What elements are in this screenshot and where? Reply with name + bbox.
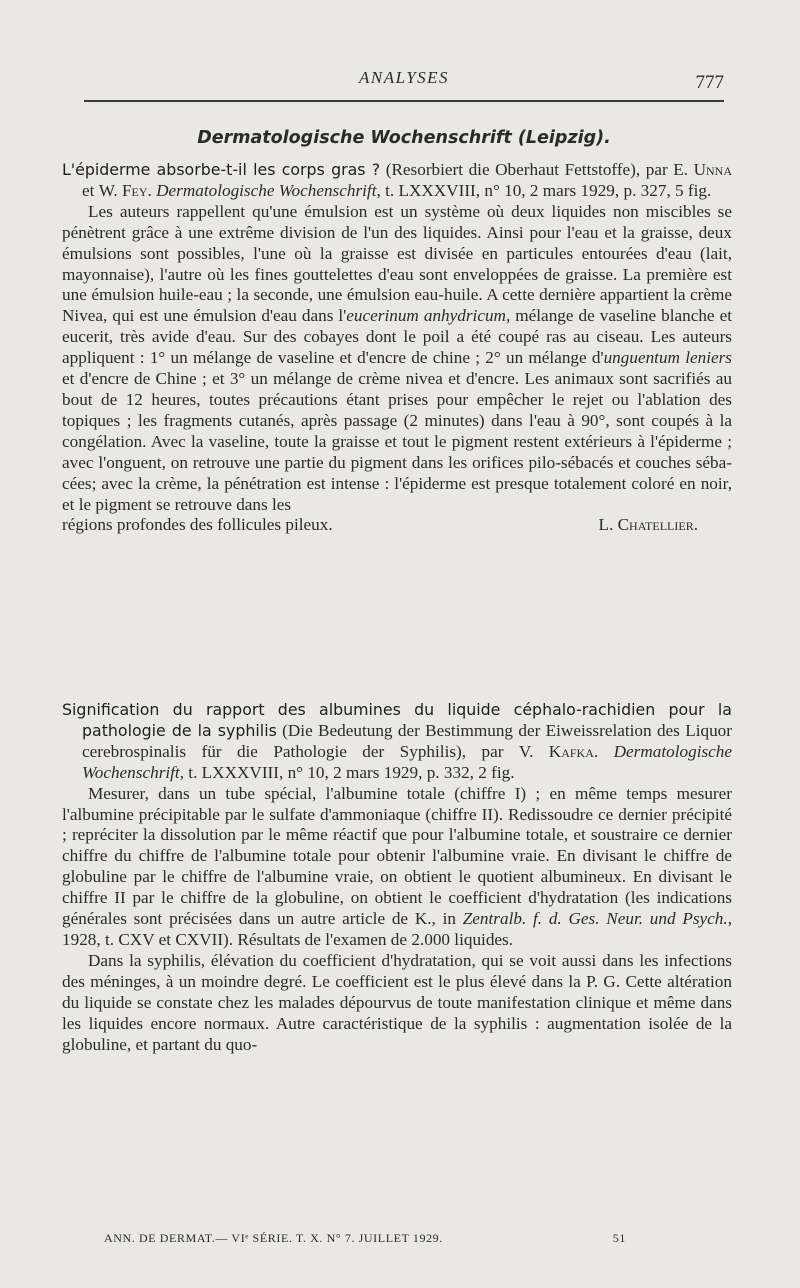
article-2-cited-journal: Zentralb. f. d. Ges. Neur. und Psych. [462,909,728,929]
article-2-ref-part: . [593,741,614,761]
article-1-body-text: , mélange de vaseline blanche et eucerit, très avide d'eau. Sur des cobayes dont le poil a été coupé ras au ciseau. Les auteurs appliquent : 1° un mélange de vaseline et d'encre de chine ; 2° un mélange d' [62,306,732,368]
article-1-body-text: Les auteurs rappellent qu'une émulsion est un système où deux liquides non miscibles se pénètrent grâce à une extrême division de l'un des liquides. Ainsi pour l'eau et la graisse, deux émulsions sont possibles, l'une où la graisse est divisée en particules entourées d'eau (lait, mayonnaise), l'autre où les fines gouttelettes d'eau sont enveloppées de graisse. La première est une émulsion huile-eau ; la seconde, une émulsion eau-huile. A cette dernière appartient la crème Nivea, qui est une émulsion d'eau dans l' [62,201,732,326]
article-1-reference [62,160,732,202]
article-1-title: L'épiderme absorbe-t-il les corps gras ? [62,160,381,179]
article-1-ref-part: . [147,180,157,200]
page-footer [104,1231,626,1246]
article-1-ref-part: (Resorbiert die Oberhaut Fettstoffe), par [380,160,674,179]
article-2-ref-part: (Die Bedeutung der Bestimmung der Eiweissrelation des Liquor cerebrospinalis für die Pathologie der Syphilis), par [82,720,732,761]
article-2-reference [62,700,732,784]
journal-section-title: Dermatologische Wochenschrift (Leipzig). [197,128,611,148]
article-2-journal: Dermatologische Wochenschrift [82,741,733,782]
article-1-journal: Dermatologische Wochenschrift [156,180,377,200]
article-1-author-2: W. Fey [98,180,148,200]
article-1-term: eucerinum anhydricum [346,306,506,326]
header-rule [84,100,724,102]
article-2-paragraph-1 [62,784,732,951]
article-2-paragraph-2: Dans la syphilis, élévation du coefficient d'hydratation, qui se voit aussi dans les infections des méninges, à un moindre degré. Le coefficient est le plus élevé dans la P. G. Cette altération du liquide se constate chez les malades dépourvus de toute manifestation clinique et même dans les liquides encore normaux. Autre caractéristique de la syphilis : augmentation isolée de la globuline, et partant du quo- [62,950,732,1054]
article-1 [62,160,732,536]
footer-signature-mark: 51 [612,1231,626,1245]
article-2-ref-part: , t. LXXXVIII, n° 10, 2 mars 1929, p. 332, 2 fig. [179,762,515,782]
article-2-title: Signification du rapport des albumines du liquide céphalo-rachidien pour la pathologie de la syphilis [62,700,732,740]
footer-citation: ANN. DE DERMAT.— VIᵉ SÉRIE. T. X. N° 7. JUILLET 1929. [104,1231,443,1245]
article-1-term: unguentum leniers [603,348,732,368]
article-2-author: V. Kafka [518,741,594,761]
article-2 [62,700,732,1055]
article-1-last-line: régions profondes des follicules pileux. [62,515,333,535]
article-1-body-text: et d'encre de Chine ; et 3° un mélange de crème nivea et d'encre. Les animaux sont sacrifiés au bout de 12 heures, toutes précautions étant prises pour empêcher le rejet ou l'ablation des topiques ; les fragments cutanés, après passage (2 minutes) dans l'eau à 90°, sont coupés à la congélation. Avec la vaseline, toute la graisse et tout le pigment restent extérieurs à l'épiderme ; avec l'onguent, on retrouve une partie du pigment dans les orifices pilo-sébacés et couches sébacées; avec la crème, la pénétration est intense : l'épiderme est presque totalement coloré en noir, et le pigment se retrouve dans les [62,369,732,514]
running-title: ANALYSES [358,68,450,87]
article-1-signature: L. Chatellier. [598,515,698,535]
article-1-ref-part: , t. LXXXVIII, n° 10, 2 mars 1929, p. 327, 5 fig. [376,180,712,200]
article-2-body-text: , 1928, t. CXV et CXVII). Résultats de l'examen de 2.000 liquides. [62,909,732,949]
article-1-body [62,202,732,516]
article-1-ref-part: et [82,180,99,200]
article-1-author-1: E. Unna [673,160,732,179]
page-number: 777 [695,72,724,93]
article-2-body-text: Mesurer, dans un tube spécial, l'albumine totale (chiffre I) ; en même temps mesurer l'albumine précipitable par le sulfate d'ammoniaque (chiffre II). Redissoudre ce dernier précipité ; repréciter la dissolution par le même réactif que pour l'albumine totale, et soustraire ce dernier chiffre du chiffre de l'albumine totale pour obtenir l'albumine vraie. En divisant le chiffre de globuline par le chiffre de l'albumine vraie, on obtient le quotient albumineux. En divisant le chiffre II par le chiffre de la globuline, on obtient le coefficient d'hydratation (les indications générales sont précisées dans un autre article de K., in [62,783,732,929]
page-header [84,62,724,98]
article-1-signature-line [62,515,732,536]
